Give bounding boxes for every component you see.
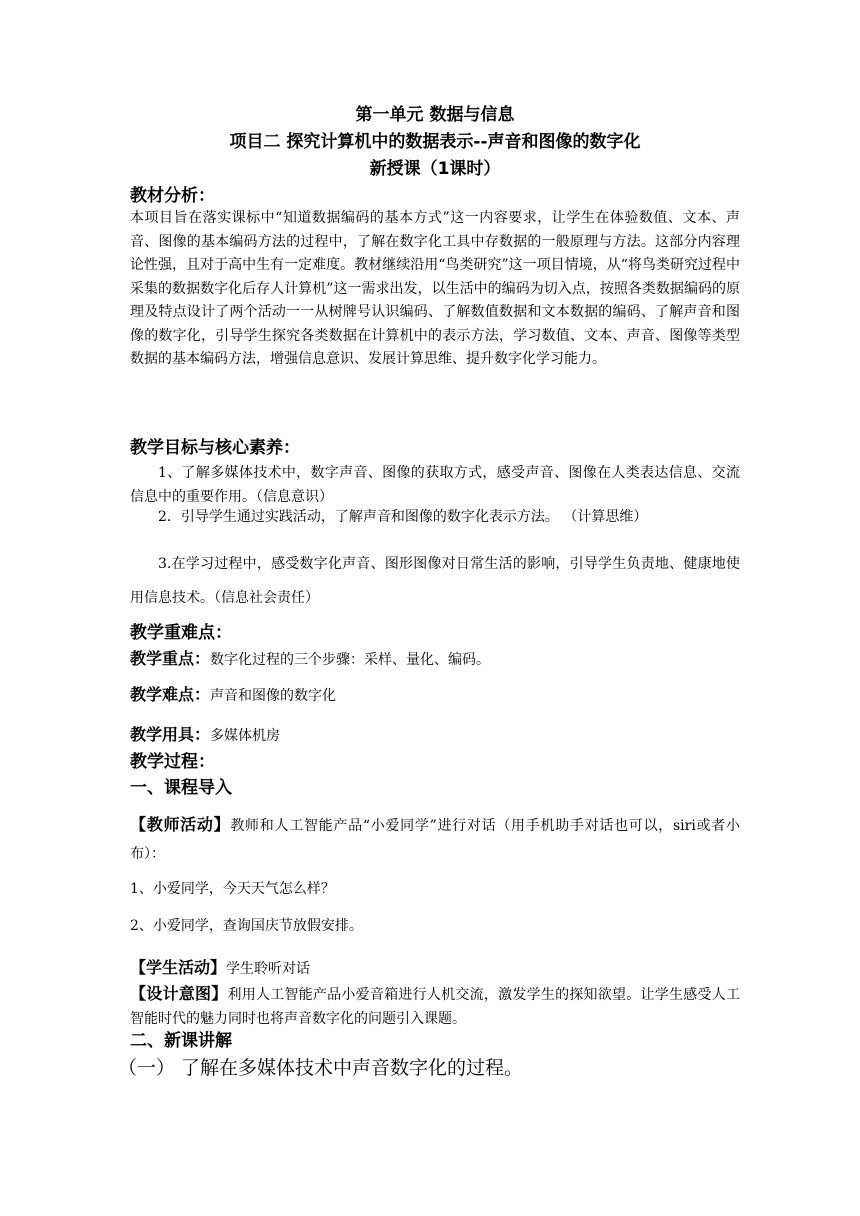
- goal-item-1: 1、了解多媒体技术中，数字声音、图像的获取方式，感受声音、图像在人类表达信息、交流信息中的重要作用。（信息意识）: [130, 465, 740, 505]
- subsection-sound-heading: （一） 了解在多媒体技术中声音数字化的过程。: [118, 1057, 524, 1079]
- keypoints-heading: 教学重难点：: [130, 623, 232, 643]
- difficulty-label: 教学难点：: [130, 685, 211, 704]
- tools-text: 多媒体机房: [210, 728, 281, 744]
- student-activity: [130, 955, 740, 982]
- focus-text: 数字化过程的三个步骤：采样、量化、编码。: [210, 652, 491, 668]
- dialog-line-2: 2、小爱同学，查询国庆节放假安排。: [130, 918, 363, 934]
- dialog-line-1: 1、小爱同学，今天天气怎么样？: [130, 881, 335, 897]
- focus-line: [130, 646, 740, 673]
- teacher-activity-text: 教师和人工智能产品“小爱同学”进行对话（用手机助手对话也可以，siri或者小布）：: [130, 818, 740, 862]
- section-new-lesson-heading: 二、新课讲解: [130, 1031, 232, 1051]
- focus-label: 教学重点：: [130, 649, 211, 668]
- design-intent: [130, 982, 740, 1031]
- teacher-activity-label: 【教师活动】: [130, 815, 231, 834]
- goal-item-3: 3.在学习过程中，感受数字化声音、图形图像对日常生活的影响，引导学生负责地、健康地使用信息技术。（信息社会责任）: [130, 556, 740, 606]
- goals-heading: 教学目标与核心素养：: [130, 438, 300, 458]
- doc-title-unit: 第一单元 数据与信息: [355, 105, 515, 125]
- design-intent-text: 利用人工智能产品小爱音箱进行人机交流，激发学生的探知欲望。让学生感受人工智能时代的魅力同时也将声音数字化的问题引入课题。: [130, 987, 740, 1027]
- process-heading: 教学过程：: [130, 752, 215, 772]
- doc-title-project: 项目二 探究计算机中的数据表示--声音和图像的数字化: [229, 132, 641, 152]
- tools-line: [130, 722, 740, 749]
- teacher-activity: [130, 811, 740, 868]
- student-activity-label: 【学生活动】: [130, 958, 227, 977]
- goal-item-2: 2．引导学生通过实践活动，了解声音和图像的数字化表示方法。 （计算思维）: [158, 509, 648, 525]
- analysis-heading: 教材分析：: [130, 186, 215, 206]
- difficulty-line: [130, 682, 740, 709]
- student-activity-text: 学生聆听对话: [226, 961, 311, 977]
- design-intent-label: 【设计意图】: [130, 984, 228, 1003]
- analysis-paragraph: 本项目旨在落实课标中“知道数据编码的基本方式”这一内容要求，让学生在体验数值、文本、声音、图像的基本编码方法的过程中，了解在数字化工具中存数据的一般原理与方法。这部分内容理论性强，且对于高中生有一定难度。教材继续沿用“鸟类研究”这一项目情境，从“将鸟类研究过程中采集的数据数字化后存人计算机”这一需求出发，以生活中的编码为切入点，按照各类数据编码的原理及特点设计了两个活动一一从树牌号认识编码、了解数值数据和文本数据的编码、了解声音和图像的数字化，引导学生探究各类数据在计算机中的表示方法，学习数值、文本、声音、图像等类型数据的基本编码方法，增强信息意识、发展计算思维、提升数字化学习能力。: [130, 210, 740, 367]
- difficulty-text: 声音和图像的数字化: [210, 688, 337, 704]
- section-intro-heading: 一、课程导入: [130, 778, 232, 798]
- tools-label: 教学用具：: [130, 725, 211, 744]
- doc-title-lesson: 新授课（1课时）: [369, 159, 501, 179]
